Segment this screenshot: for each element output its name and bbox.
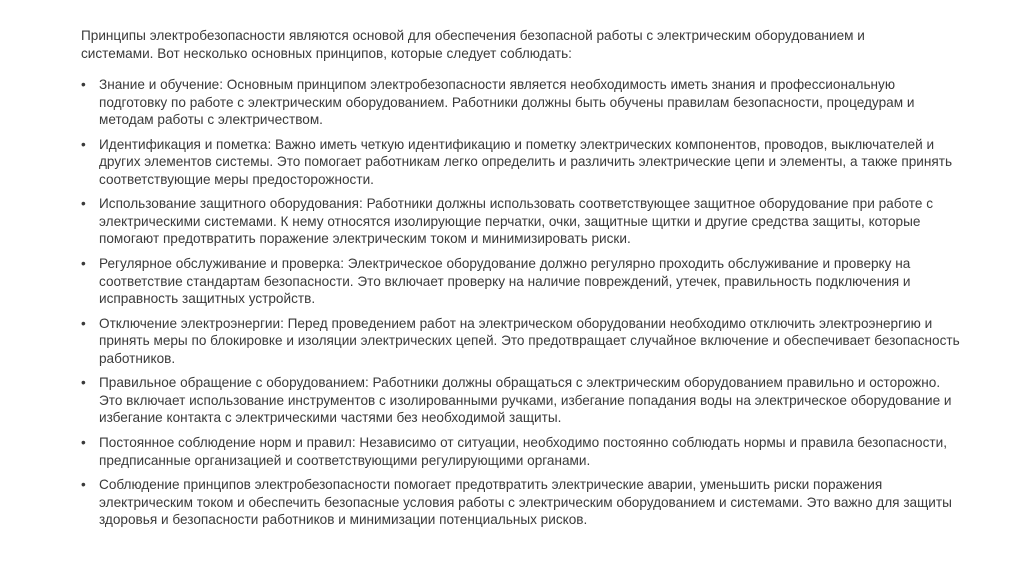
- bullet-icon: •: [81, 77, 86, 92]
- principle-text: Постоянное соблюдение норм и правил: Независимо от ситуации, необходимо постоянно соблюдать нормы и правила безопасности, предписанные организацией и соответствующими регулирующими органами.: [99, 435, 948, 468]
- principle-text: Регулярное обслуживание и проверка: Электрическое оборудование должно регулярно проходить обслуживание и проверку на соответствие стандартам безопасности. Это включает проверку на наличие повреждений, утечек, правильность подключения и исправность защитных устройств.: [99, 256, 911, 307]
- principles-list: [81, 76, 961, 536]
- list-item: [81, 76, 961, 129]
- bullet-icon: •: [81, 477, 86, 493]
- list-item: [81, 374, 961, 427]
- list-item: [81, 315, 961, 368]
- list-item: [81, 255, 961, 308]
- principle-text: Соблюдение принципов электробезопасности помогает предотвратить электрические аварии, уменьшить риски поражения электрическим током и обеспечить безопасные условия работы с электрическим оборудованием и системами. Это важно для защиты здоровья и безопасности работников и минимизации потенциальных рисков.: [99, 477, 952, 528]
- bullet-icon: •: [81, 315, 86, 331]
- list-item: [81, 195, 961, 248]
- bullet-icon: •: [81, 435, 86, 451]
- principle-text: Использование защитного оборудования: Работники должны использовать соответствующее защитное оборудование при работе с электрическими системами. К нему относятся изолирующие перчатки, очки, защитные щитки и другие средства защиты, которые помогают предотвратить поражение электрическим током и минимизировать риски.: [99, 196, 933, 247]
- principle-text: Знание и обучение: Основным принципом электробезопасности является необходимость иметь знания и профессиональную подготовку по работе с электрическим оборудованием. Работники должны быть обучены правилам безопасности, процедурам и методам работы с электричеством.: [99, 77, 915, 127]
- bullet-icon: •: [81, 375, 86, 391]
- principle-text: Идентификация и пометка: Важно иметь четкую идентификацию и пометку электрических компонентов, проводов, выключателей и других элементов системы. Это помогает работникам легко определить и различить электрические цепи и элементы, а также принять соответствующие меры предосторожности.: [99, 136, 953, 187]
- bullet-icon: •: [81, 256, 86, 272]
- principle-text: Правильное обращение с оборудованием: Работники должны обращаться с электрическим оборудованием правильно и осторожно. Это включает использование инструментов с изолированными ручками, избегание попадания воды на электрическое оборудование и избегание контакта с электрическими частями без необходимой защиты.: [99, 375, 952, 426]
- principle-text: Отключение электроэнергии: Перед проведением работ на электрическом оборудовании необходимо отключить электроэнергию и принять меры по блокировке и изоляции электрических цепей. Это предотвращает случайное включение и обеспечивает безопасность работников.: [99, 315, 960, 366]
- list-item: [81, 476, 961, 529]
- bullet-icon: •: [81, 196, 86, 212]
- intro-paragraph: Принципы электробезопасности являются основой для обеспечения безопасной работы с электрическим оборудованием и системами. Вот несколько основных принципов, которые следует соблюдать:: [81, 28, 865, 61]
- list-item: [81, 434, 961, 469]
- bullet-icon: •: [81, 136, 86, 152]
- list-item: [81, 136, 961, 189]
